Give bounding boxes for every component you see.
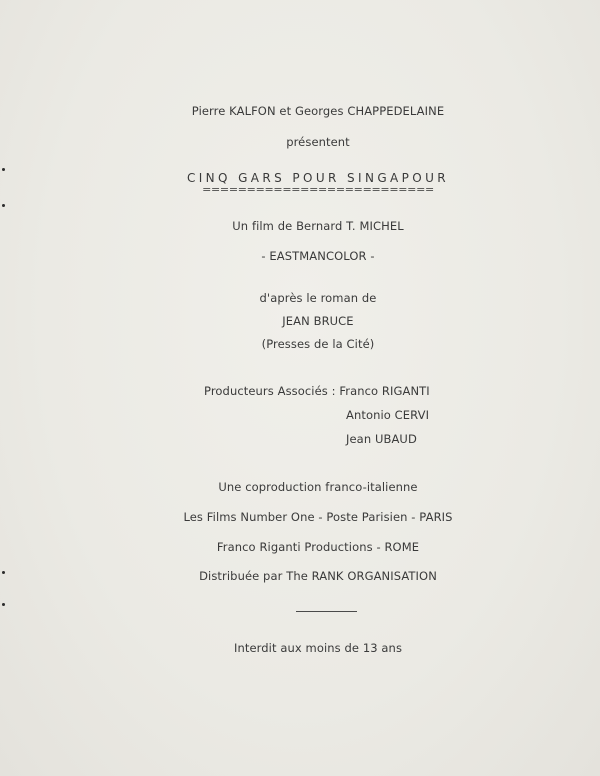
age-restriction: Interdit aux moins de 13 ans xyxy=(233,641,403,655)
director-line: Un film de Bernard T. MICHEL xyxy=(232,219,404,233)
coproduction-line: Une coproduction franco-italienne xyxy=(218,480,418,494)
publisher-name: (Presses de la Cité) xyxy=(261,337,375,351)
associate-producers-line: Producteurs Associés : Franco RIGANTI xyxy=(204,384,430,398)
associate-producer-3: Jean UBAUD xyxy=(346,432,417,446)
separator-rule xyxy=(296,611,357,612)
distribution-line: Distribuée par The RANK ORGANISATION xyxy=(199,569,437,583)
film-title: CINQ GARS POUR SINGAPOUR xyxy=(186,171,450,185)
punch-hole xyxy=(2,204,5,207)
associate-producer-2: Antonio CERVI xyxy=(346,408,430,422)
author-name: JEAN BRUCE xyxy=(282,314,354,328)
company-1-line: Les Films Number One - Poste Parisien - PARIS xyxy=(183,510,453,524)
novel-intro: d'après le roman de xyxy=(259,291,377,305)
punch-hole xyxy=(2,603,5,606)
presents-line: présentent xyxy=(286,135,350,149)
presenters-line: Pierre KALFON et Georges CHAPPEDELAINE xyxy=(191,104,445,118)
color-process: - EASTMANCOLOR - xyxy=(261,249,375,263)
company-2-line: Franco Riganti Productions - ROME xyxy=(216,540,420,554)
title-underline: ========================== xyxy=(202,183,434,196)
